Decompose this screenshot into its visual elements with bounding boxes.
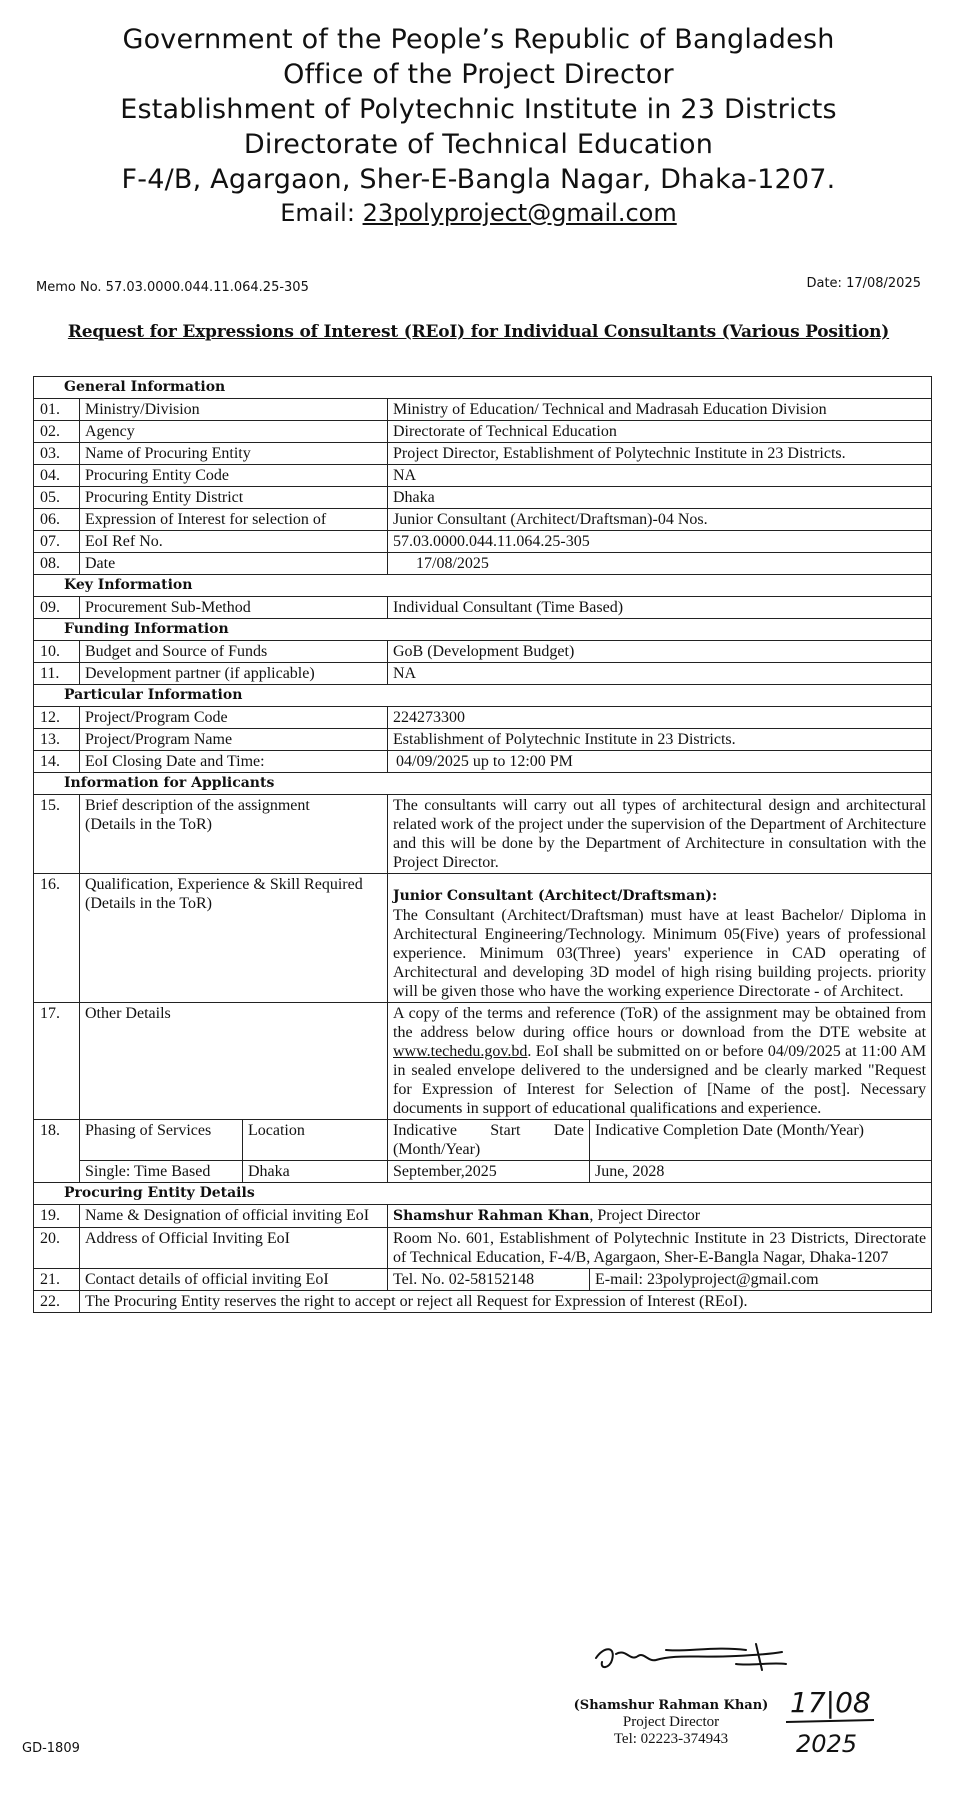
handwritten-date-year: 2025 xyxy=(796,1730,858,1758)
row-number: 03. xyxy=(34,443,80,465)
phasing-value: Single: Time Based xyxy=(80,1161,243,1183)
row-label: Contact details of official inviting EoI xyxy=(80,1269,388,1291)
assignment-label: Brief description of the assignment xyxy=(85,797,310,814)
row-label: Address of Official Inviting EoI xyxy=(80,1228,388,1269)
section-entity: Procuring Entity Details xyxy=(34,1183,932,1205)
table-row xyxy=(34,443,932,465)
row-number: 14. xyxy=(34,751,80,773)
row-number: 17. xyxy=(34,1003,80,1120)
row-number: 05. xyxy=(34,487,80,509)
table-row xyxy=(34,1120,932,1161)
row-label: Name & Designation of official inviting EoI xyxy=(80,1205,388,1228)
table-row xyxy=(34,1291,932,1313)
row-value: Directorate of Technical Education xyxy=(388,421,932,443)
row-label: EoI Closing Date and Time: xyxy=(80,751,388,773)
row-number: 11. xyxy=(34,663,80,685)
email-label: Email: xyxy=(280,199,363,227)
other-details-text: A copy of the terms and reference (ToR) of the assignment may be obtained from the address below during office hours or download from the DTE website at xyxy=(393,1005,927,1041)
table-row xyxy=(34,553,932,575)
header-email xyxy=(0,197,957,229)
row-number: 16. xyxy=(34,874,80,1003)
table-row xyxy=(34,707,932,729)
table-row xyxy=(34,641,932,663)
eoi-table xyxy=(33,376,932,1313)
row-label: Name of Procuring Entity xyxy=(80,443,388,465)
qualification-label: Qualification, Experience & Skill Required xyxy=(85,876,363,893)
row-label: Budget and Source of Funds xyxy=(80,641,388,663)
section-row xyxy=(34,1183,932,1205)
section-general: General Information xyxy=(34,377,932,399)
row-number: 19. xyxy=(34,1205,80,1228)
row-number: 18. xyxy=(34,1120,80,1183)
table-row xyxy=(34,874,932,1003)
row-label: Agency xyxy=(80,421,388,443)
row-value: Ministry of Education/ Technical and Madrasah Education Division xyxy=(388,399,932,421)
row-number: 08. xyxy=(34,553,80,575)
row-label: EoI Ref No. xyxy=(80,531,388,553)
header-project: Establishment of Polytechnic Institute in 23 Districts xyxy=(120,94,837,125)
row-value: Establishment of Polytechnic Institute in 23 Districts. xyxy=(388,729,932,751)
row-number: 01. xyxy=(34,399,80,421)
row-number: 15. xyxy=(34,795,80,874)
section-row xyxy=(34,619,932,641)
row-label: Project/Program Code xyxy=(80,707,388,729)
signatory-block xyxy=(556,1697,786,1748)
other-details-text-cont: . EoI shall be submitted on or before 04/09/2025 at 11:00 AM in sealed envelope delivered to the undersigned and be clearly marked "Request for Expression of Interest for Selection of [Name of the post]. Necessary documents in support of educational qualifications and experience. xyxy=(393,1043,927,1117)
row-number: 02. xyxy=(34,421,80,443)
contact-tel: Tel. No. 02-58152148 xyxy=(388,1269,590,1291)
table-row xyxy=(34,1161,932,1183)
row-value: Individual Consultant (Time Based) xyxy=(388,597,932,619)
tor-note: (Details in the ToR) xyxy=(85,816,213,833)
row-number: 20. xyxy=(34,1228,80,1269)
table-row xyxy=(34,729,932,751)
row-number: 21. xyxy=(34,1269,80,1291)
row-number: 12. xyxy=(34,707,80,729)
row-number: 07. xyxy=(34,531,80,553)
document-subject: Request for Expressions of Interest (REoI) for Individual Consultants (Various Position) xyxy=(67,322,890,342)
section-applicants: Information for Applicants xyxy=(34,773,932,795)
row-label: Procurement Sub-Method xyxy=(80,597,388,619)
row-value: 57.03.0000.044.11.064.25-305 xyxy=(388,531,932,553)
footer-code: GD-1809 xyxy=(22,1741,80,1756)
signatory-tel: Tel: 02223-374943 xyxy=(613,1731,729,1747)
row-value: 224273300 xyxy=(388,707,932,729)
table-row xyxy=(34,1269,932,1291)
row-number: 13. xyxy=(34,729,80,751)
email-address[interactable]: 23polyproject@gmail.com xyxy=(362,199,677,227)
official-name: Shamshur Rahman Khan xyxy=(393,1208,590,1224)
header-directorate: Directorate of Technical Education xyxy=(243,129,714,160)
row-number: 04. xyxy=(34,465,80,487)
section-row xyxy=(34,377,932,399)
row-value xyxy=(388,1003,932,1120)
section-row xyxy=(34,575,932,597)
tor-note: (Details in the ToR) xyxy=(85,895,213,912)
section-funding: Funding Information xyxy=(34,619,932,641)
row-label: Ministry/Division xyxy=(80,399,388,421)
table-row xyxy=(34,795,932,874)
row-label: Expression of Interest for selection of xyxy=(80,509,388,531)
qualification-text: The Consultant (Architect/Draftsman) must have at least Bachelor/ Diploma in Architectural Engineering/Technology. Minimum 05(Five) years of professional experience. Minimum 03(Three) years' experience in CAD operating of Architectural and developing 3D model of high rising building projects. priority will be given those who have the working experience Directorate - of Architect. xyxy=(393,907,927,1000)
signatory-title: Project Director xyxy=(622,1714,720,1730)
table-row xyxy=(34,531,932,553)
table-row xyxy=(34,487,932,509)
official-designation: , Project Director xyxy=(589,1207,701,1224)
contact-email: E-mail: 23polyproject@gmail.com xyxy=(590,1269,932,1291)
letterhead xyxy=(0,22,957,229)
row-label xyxy=(80,874,388,1003)
table-row xyxy=(34,465,932,487)
location-label: Location xyxy=(243,1120,388,1161)
table-row xyxy=(34,509,932,531)
eoi-table-wrapper xyxy=(33,376,931,1313)
table-row xyxy=(34,751,932,773)
row-number: 10. xyxy=(34,641,80,663)
start-date-value: September,2025 xyxy=(388,1161,590,1183)
start-date-label: Indicative Start Date (Month/Year) xyxy=(388,1120,590,1161)
section-row xyxy=(34,773,932,795)
row-value: Room No. 601, Establishment of Polytechnic Institute in 23 Districts, Directorate of Technical Education, F-4/B, Agargaon, Sher-E-Bangla Nagar, Dhaka-1207 xyxy=(388,1228,932,1269)
row-label: Other Details xyxy=(80,1003,388,1120)
row-value: NA xyxy=(388,663,932,685)
row-label xyxy=(80,795,388,874)
header-address: F-4/B, Agargaon, Sher-E-Bangla Nagar, Dhaka-1207. xyxy=(121,164,836,195)
row-number: 06. xyxy=(34,509,80,531)
handwritten-date xyxy=(782,1676,882,1766)
memo-number: Memo No. 57.03.0000.044.11.064.25-305 xyxy=(36,280,309,295)
location-value: Dhaka xyxy=(243,1161,388,1183)
row-label: Date xyxy=(80,553,388,575)
row-value: NA xyxy=(388,465,932,487)
table-row xyxy=(34,663,932,685)
row-value: 17/08/2025 xyxy=(388,553,932,575)
completion-date-label: Indicative Completion Date (Month/Year) xyxy=(590,1120,932,1161)
row-label: Procuring Entity Code xyxy=(80,465,388,487)
phasing-label: Phasing of Services xyxy=(80,1120,243,1161)
row-value: The Procuring Entity reserves the right to accept or reject all Request for Expression of Interest (REoI). xyxy=(80,1291,932,1313)
row-value xyxy=(388,1205,932,1228)
row-value: 04/09/2025 up to 12:00 PM xyxy=(388,751,932,773)
row-value xyxy=(388,874,932,1003)
table-row xyxy=(34,1003,932,1120)
row-value: The consultants will carry out all types of architectural design and architectural related work of the project under the supervision of the Department of Architecture and this will be done by the Department of Architecture in consultation with the Project Director. xyxy=(388,795,932,874)
dte-website-link[interactable]: www.techedu.gov.bd xyxy=(393,1043,528,1060)
row-label: Procuring Entity District xyxy=(80,487,388,509)
completion-date-value: June, 2028 xyxy=(590,1161,932,1183)
section-row xyxy=(34,685,932,707)
row-label: Project/Program Name xyxy=(80,729,388,751)
document-date: Date: 17/08/2025 xyxy=(806,276,921,291)
header-government: Government of the People’s Republic of Bangladesh xyxy=(122,24,835,55)
table-row xyxy=(34,1228,932,1269)
position-title: Junior Consultant (Architect/Draftsman): xyxy=(393,888,718,904)
row-number: 09. xyxy=(34,597,80,619)
signatory-name: (Shamshur Rahman Khan) xyxy=(573,1698,769,1713)
table-row xyxy=(34,399,932,421)
row-value: Dhaka xyxy=(388,487,932,509)
section-particular: Particular Information xyxy=(34,685,932,707)
header-office: Office of the Project Director xyxy=(283,59,674,90)
row-number: 22. xyxy=(34,1291,80,1313)
section-key: Key Information xyxy=(34,575,932,597)
row-value: Project Director, Establishment of Polytechnic Institute in 23 Districts. xyxy=(388,443,932,465)
row-label: Development partner (if applicable) xyxy=(80,663,388,685)
row-value: GoB (Development Budget) xyxy=(388,641,932,663)
table-row xyxy=(34,421,932,443)
table-row xyxy=(34,1205,932,1228)
handwritten-date-day: 17|08 xyxy=(790,1686,871,1719)
row-value: Junior Consultant (Architect/Draftsman)-04 Nos. xyxy=(388,509,932,531)
table-row xyxy=(34,597,932,619)
